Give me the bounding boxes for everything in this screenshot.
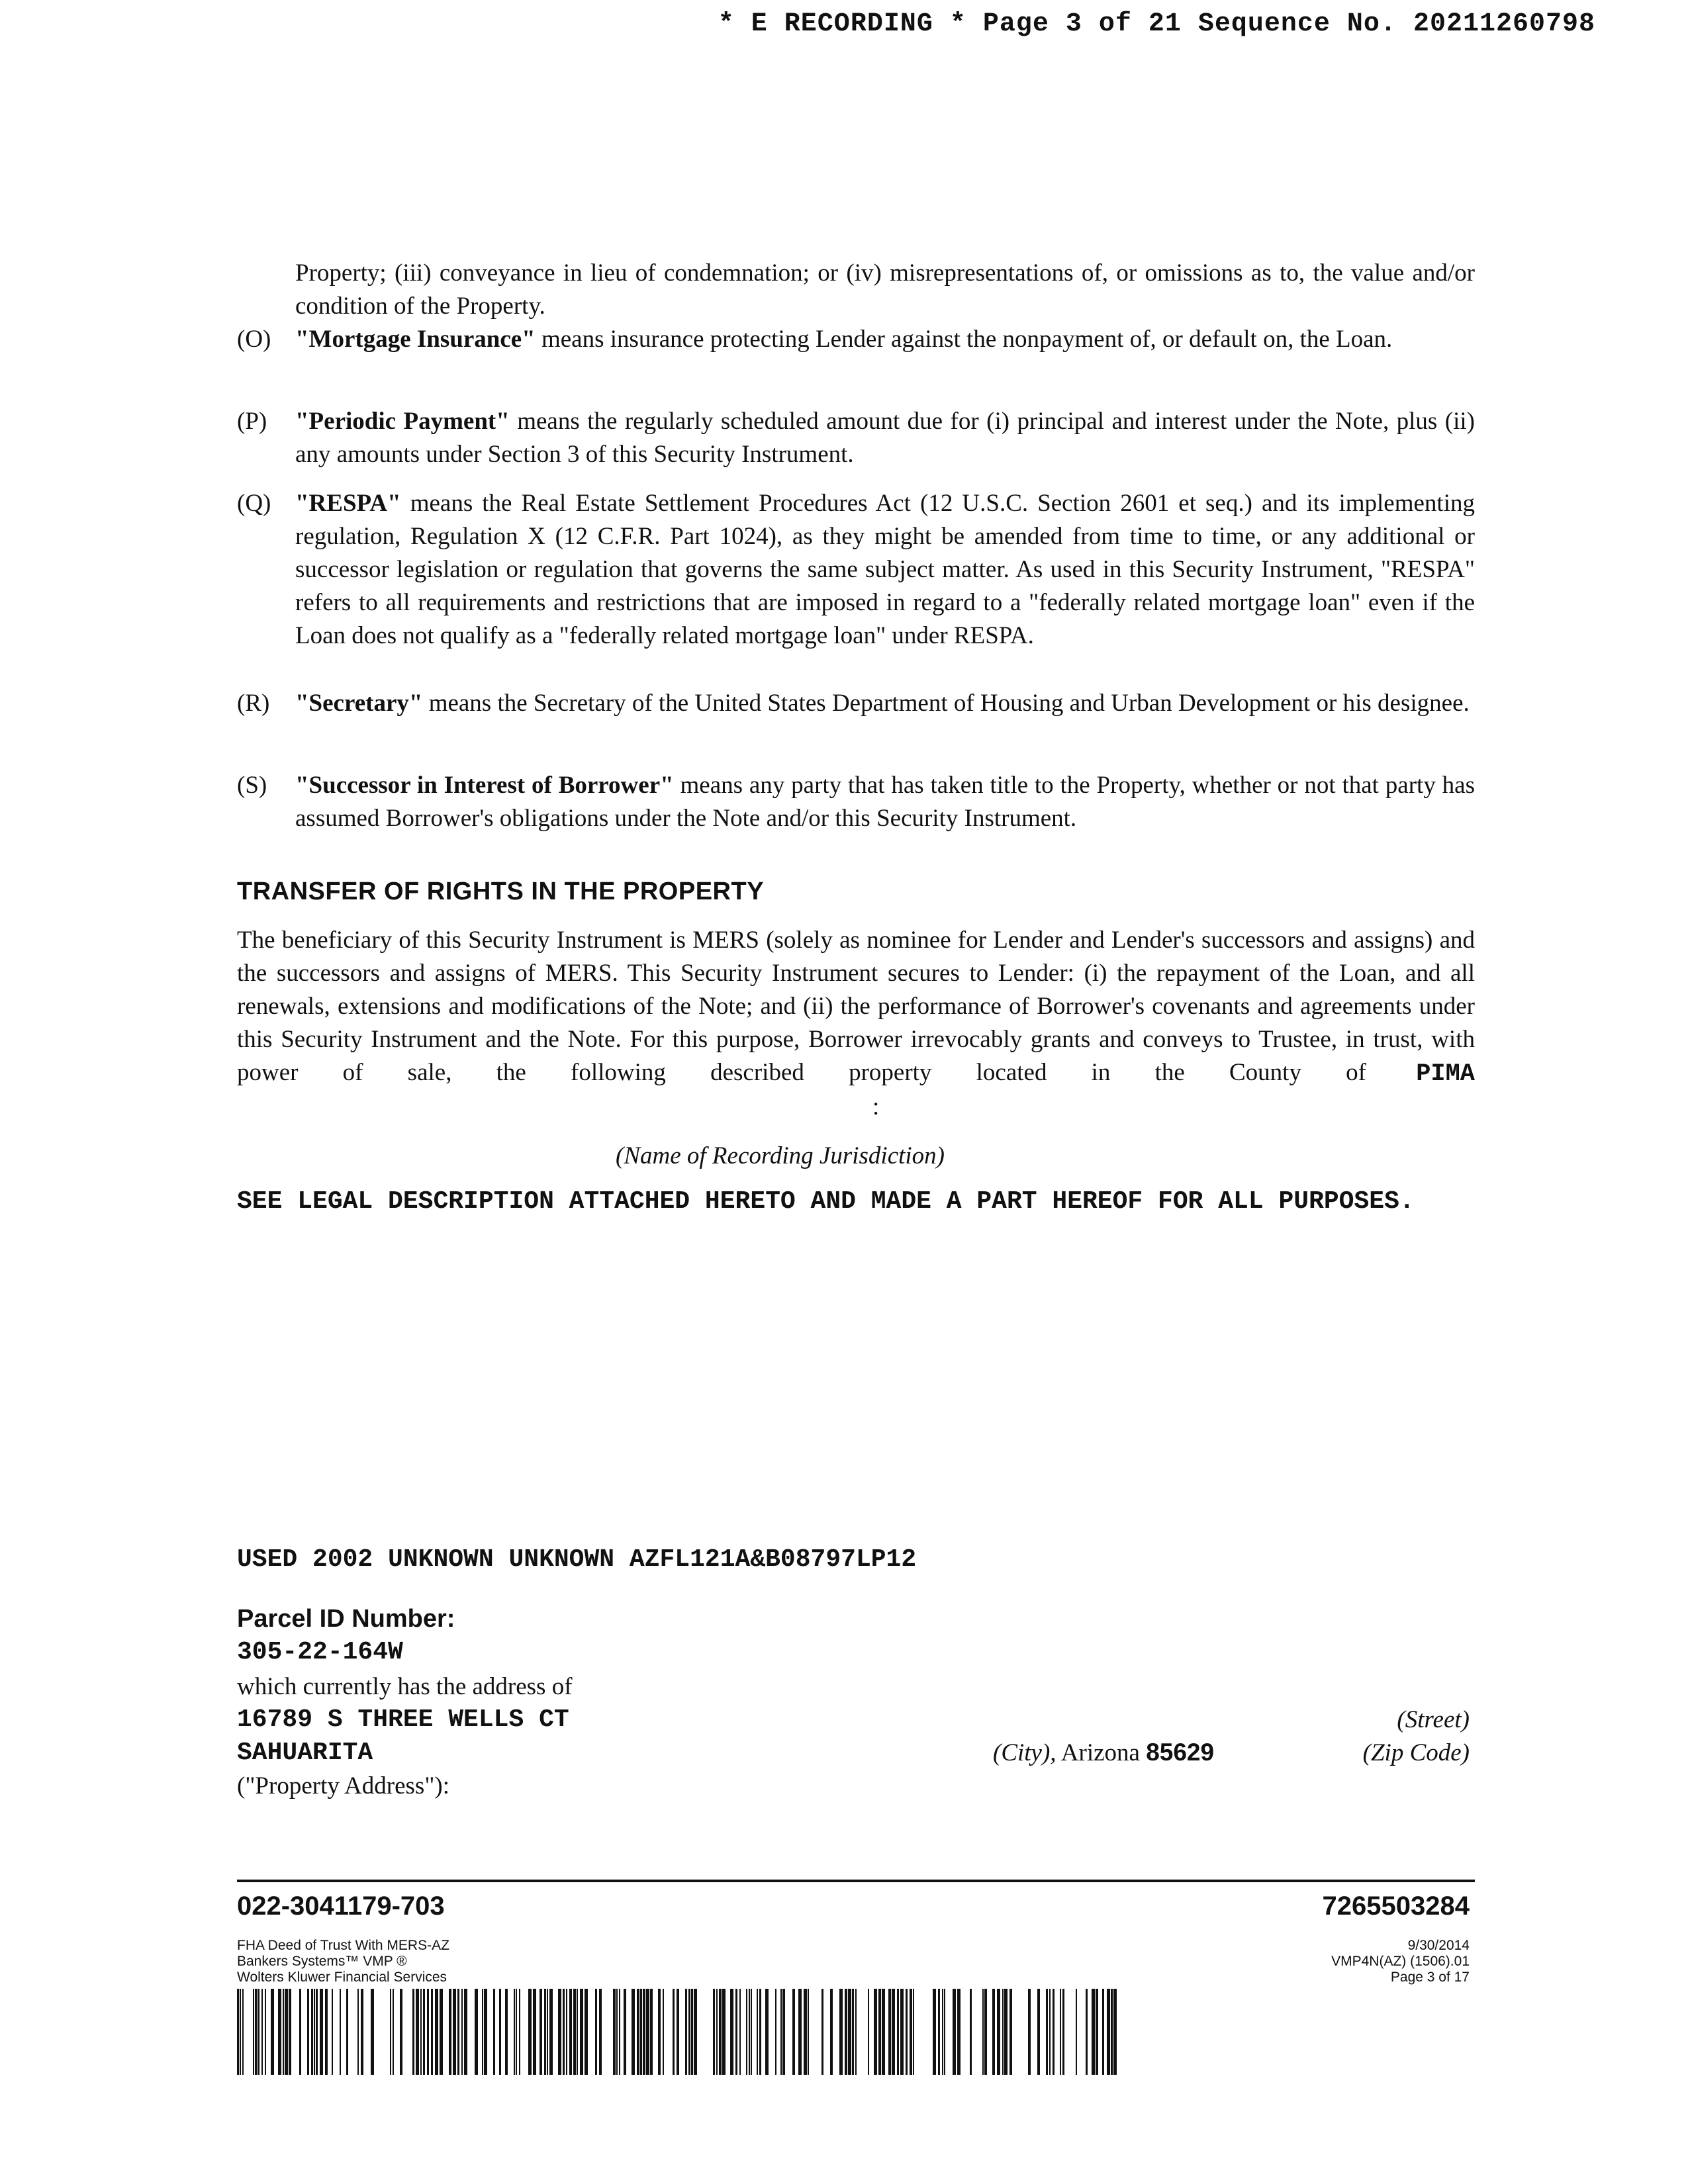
barcode-bar — [677, 1989, 679, 2075]
barcode-bar — [892, 1989, 895, 2075]
barcode-bar — [361, 1989, 363, 2075]
barcode-bar — [400, 1989, 402, 2075]
barcode-bar — [1002, 1989, 1004, 2075]
barcode-bar — [539, 1989, 542, 2075]
barcode-bar — [757, 1989, 758, 2075]
barcode-bar — [265, 1989, 266, 2075]
definition-term: "Secretary" — [295, 690, 423, 717]
barcode-bar — [992, 1989, 995, 2075]
barcode-bar — [632, 1989, 635, 2075]
barcode-bar — [289, 1989, 291, 2075]
barcode-bar — [431, 1989, 433, 2075]
barcode-bar — [970, 1989, 972, 2075]
county-end-mark: : — [872, 1093, 880, 1120]
barcode-bar — [533, 1989, 536, 2075]
barcode-bar — [316, 1989, 318, 2075]
barcode-bar — [255, 1989, 258, 2075]
barcode-bar — [566, 1989, 567, 2075]
barcode-bar — [713, 1989, 715, 2075]
barcode-bar — [547, 1989, 548, 2075]
barcode — [237, 1989, 1124, 2075]
form-page: Page 3 of 17 — [1390, 1970, 1470, 1985]
barcode-bar — [440, 1989, 443, 2075]
barcode-bar — [1009, 1989, 1012, 2075]
barcode-bar — [519, 1989, 520, 2075]
barcode-bar — [888, 1989, 891, 2075]
barcode-bar — [314, 1989, 315, 2075]
barcode-bar — [307, 1989, 309, 2075]
barcode-bar — [258, 1989, 259, 2075]
definition-s — [237, 769, 1475, 835]
definition-text: means the Real Estate Settlement Procedures Act (12 U.S.C. Section 2601 et seq.) and its implementing regulation, Regulation X (12 C.F.R. Part 1024), as they might be amended from time to time, or any additional or successor legislation or regulation that governs the same subject matter. As used in this Security Instrument, "RESPA" refers to all requirements and restrictions that are imposed in regard to a "federally related mortgage loan" even if the Loan does not qualify as a "federally related mortgage loan" under RESPA. — [295, 490, 1475, 649]
barcode-bar — [685, 1989, 687, 2075]
footer-rule — [237, 1880, 1475, 1882]
barcode-bar — [719, 1989, 722, 2075]
barcode-bar — [457, 1989, 459, 2075]
parcel-id-label: Parcel ID Number: — [237, 1605, 455, 1633]
barcode-bar — [1028, 1989, 1031, 2075]
definition-q — [237, 487, 1475, 653]
barcode-bar — [549, 1989, 553, 2075]
barcode-bar — [544, 1989, 546, 2075]
barcode-bar — [461, 1989, 463, 2075]
property-address-label: ("Property Address"): — [237, 1772, 450, 1799]
barcode-bar — [716, 1989, 718, 2075]
barcode-bar — [332, 1989, 333, 2075]
barcode-bar — [475, 1989, 478, 2075]
barcode-bar — [933, 1989, 936, 2075]
barcode-bar — [393, 1989, 394, 2075]
barcode-bar — [984, 1989, 987, 2075]
barcode-bar — [453, 1989, 456, 2075]
barcode-bar — [852, 1989, 854, 2075]
barcode-bar — [663, 1989, 664, 2075]
barcode-bar — [982, 1989, 984, 2075]
transfer-text: The beneficiary of this Security Instrument is MERS (solely as nominee for Lender and Lender's successors and assigns) and the successors and assigns of MERS. This Security Instrument secures to Lender: (i) the repayment of the Loan, and all renewals, extensions and modifications of the Note; and (ii) the performance of Borrower's covenants and agreements under this Security Instrument and the Note. For this purpose, Borrower irrevocably grants and conveys to Trustee, in trust, with power of sale, the following described property located in the County of — [237, 927, 1475, 1086]
barcode-bar — [563, 1989, 565, 2075]
barcode-bar — [278, 1989, 281, 2075]
definition-text: means the Secretary of the United States Department of Housing and Urban Development or his designee. — [422, 690, 1470, 717]
barcode-bar — [340, 1989, 341, 2075]
definition-letter: (S) — [237, 772, 267, 799]
barcode-bar — [910, 1989, 912, 2075]
barcode-bar — [821, 1989, 823, 2075]
barcode-bar — [573, 1989, 576, 2075]
zip-code: 85629 — [1146, 1739, 1215, 1766]
barcode-bar — [357, 1989, 359, 2075]
barcode-bar — [646, 1989, 649, 2075]
city-label: (City), — [993, 1739, 1056, 1766]
barcode-bar — [285, 1989, 288, 2075]
definition-term: "Periodic Payment" — [295, 408, 510, 435]
barcode-bar — [320, 1989, 323, 2075]
barcode-bar — [311, 1989, 313, 2075]
city-state-zip — [993, 1739, 1214, 1767]
barcode-bar — [765, 1989, 769, 2075]
barcode-bar — [499, 1989, 501, 2075]
form-date: 9/30/2014 — [1407, 1938, 1470, 1953]
section-heading: TRANSFER OF RIGHTS IN THE PROPERTY — [237, 878, 765, 905]
form-name: FHA Deed of Trust With MERS-AZ — [237, 1938, 449, 1953]
barcode-bar — [283, 1989, 284, 2075]
form-info-right — [1331, 1938, 1470, 1985]
barcode-bar — [1113, 1989, 1117, 2075]
barcode-bar — [390, 1989, 391, 2075]
barcode-bar — [874, 1989, 877, 2075]
barcode-bar — [449, 1989, 451, 2075]
barcode-bar — [616, 1989, 618, 2075]
barcode-bar — [240, 1989, 241, 2075]
barcode-bar — [739, 1989, 741, 2075]
barcode-bar — [878, 1989, 881, 2075]
barcode-bar — [1086, 1989, 1088, 2075]
barcode-bar — [798, 1989, 802, 2075]
barcode-bar — [1060, 1989, 1061, 2075]
barcode-bar — [804, 1989, 807, 2075]
barcode-bar — [528, 1989, 532, 2075]
barcode-bar — [730, 1989, 733, 2075]
barcode-bar — [780, 1989, 782, 2075]
barcode-bar — [839, 1989, 843, 2075]
barcode-bar — [1092, 1989, 1095, 2075]
barcode-bar — [416, 1989, 419, 2075]
barcode-bar — [242, 1989, 244, 2075]
legal-description: SEE LEGAL DESCRIPTION ATTACHED HERETO AND MADE A PART HEREOF FOR ALL PURPOSES. — [237, 1187, 1415, 1216]
definition-term: "RESPA" — [295, 490, 401, 517]
barcode-bar — [558, 1989, 561, 2075]
barcode-bar — [484, 1989, 487, 2075]
barcode-bar — [325, 1989, 328, 2075]
transfer-paragraph — [237, 924, 1475, 1124]
definition-text: means any party that has taken title to the Property, whether or not that party has assumed Borrower's obligations under the Note and/or this Security Instrument. — [295, 772, 1475, 832]
barcode-bar — [913, 1989, 914, 2075]
barcode-bar — [855, 1989, 857, 2075]
barcode-bar — [694, 1989, 697, 2075]
definition-o — [237, 323, 1475, 356]
barcode-bar — [957, 1989, 961, 2075]
barcode-bar — [650, 1989, 653, 2075]
city-name: SAHUARITA — [237, 1739, 373, 1767]
barcode-bar — [237, 1989, 239, 2075]
county-name: PIMA — [1416, 1060, 1476, 1088]
barcode-bar — [691, 1989, 693, 2075]
definition-letter: (P) — [237, 408, 267, 435]
barcode-bar — [619, 1989, 620, 2075]
barcode-bar — [845, 1989, 847, 2075]
barcode-bar — [938, 1989, 940, 2075]
definition-r — [237, 687, 1475, 720]
barcode-bar — [271, 1989, 274, 2075]
barcode-bar — [253, 1989, 254, 2075]
form-code: VMP4N(AZ) (1506).01 — [1331, 1954, 1470, 1969]
barcode-bar — [637, 1989, 639, 2075]
barcode-bar — [1046, 1989, 1048, 2075]
barcode-bar — [735, 1989, 737, 2075]
barcode-bar — [848, 1989, 851, 2075]
barcode-bar — [808, 1989, 809, 2075]
barcode-bar — [1037, 1989, 1040, 2075]
barcode-bar — [868, 1989, 869, 2075]
zip-label: (Zip Code) — [1362, 1739, 1470, 1766]
barcode-bar — [1096, 1989, 1098, 2075]
barcode-bar — [688, 1989, 690, 2075]
barcode-bar — [792, 1989, 795, 2075]
definition-term: "Mortgage Insurance" — [295, 326, 536, 353]
barcode-bar — [505, 1989, 508, 2075]
barcode-bar — [261, 1989, 263, 2075]
barcode-bar — [1102, 1989, 1104, 2075]
barcode-bar — [435, 1989, 438, 2075]
barcode-bar — [746, 1989, 747, 2075]
barcode-bar — [749, 1989, 750, 2075]
barcode-bar — [897, 1989, 899, 2075]
barcode-bar — [577, 1989, 578, 2075]
barcode-bar — [420, 1989, 422, 2075]
barcode-bar — [412, 1989, 414, 2075]
jurisdiction-caption: (Name of Recording Jurisdiction) — [616, 1142, 945, 1169]
barcode-bar — [900, 1989, 904, 2075]
barcode-bar — [882, 1989, 885, 2075]
barcode-bar — [640, 1989, 642, 2075]
barcode-bar — [595, 1989, 597, 2075]
barcode-bar — [423, 1989, 425, 2075]
top-continuation: Property; (iii) conveyance in lieu of condemnation; or (iv) misrepresentations of, or omissions as to, the value and/or condition of the Property. — [295, 259, 1475, 320]
barcode-bar — [906, 1989, 908, 2075]
barcode-bar — [624, 1989, 626, 2075]
barcode-bar — [1111, 1989, 1113, 2075]
loan-number: 022-3041179-703 — [237, 1891, 445, 1921]
barcode-bar — [1053, 1989, 1055, 2075]
used-line: USED 2002 UNKNOWN UNKNOWN AZFL121A&B08797LP12 — [237, 1545, 917, 1574]
definition-letter: (R) — [237, 690, 270, 717]
document-number: 7265503284 — [1322, 1891, 1470, 1921]
barcode-bar — [599, 1989, 602, 2075]
state-name: Arizona — [1060, 1739, 1140, 1766]
street-label: (Street) — [1397, 1706, 1470, 1733]
barcode-bar — [997, 1989, 1000, 2075]
recording-stamp: * E RECORDING * Page 3 of 21 Sequence No. 20211260798 — [718, 9, 1595, 39]
barcode-bar — [751, 1989, 752, 2075]
barcode-bar — [580, 1989, 583, 2075]
barcode-bar — [658, 1989, 661, 2075]
barcode-bar — [643, 1989, 645, 2075]
barcode-bar — [427, 1989, 429, 2075]
parcel-id-number: 305-22-164W — [237, 1638, 403, 1666]
address-intro: which currently has the address of — [237, 1673, 573, 1700]
barcode-bar — [613, 1989, 616, 2075]
barcode-bar — [514, 1989, 515, 2075]
barcode-bar — [953, 1989, 956, 2075]
barcode-bar — [371, 1989, 374, 2075]
definition-letter: (Q) — [237, 490, 271, 517]
definition-p — [237, 405, 1475, 471]
barcode-bar — [585, 1989, 588, 2075]
definition-text: means the regularly scheduled amount due for (i) principal and interest under the Note, plus (ii) any amounts under Section 3 of this Security Instrument. — [295, 408, 1475, 468]
barcode-bar — [775, 1989, 776, 2075]
company-name: Wolters Kluwer Financial Services — [237, 1970, 447, 1985]
barcode-bar — [782, 1989, 785, 2075]
barcode-bar — [1049, 1989, 1051, 2075]
barcode-bar — [1004, 1989, 1008, 2075]
barcode-bar — [1076, 1989, 1077, 2075]
barcode-bar — [673, 1989, 675, 2075]
vendor-line: Bankers Systems™ VMP ® — [237, 1954, 407, 1969]
definition-letter: (O) — [237, 326, 271, 353]
barcode-bar — [722, 1989, 726, 2075]
definition-text: means insurance protecting Lender against the nonpayment of, or default on, the Loan. — [535, 326, 1393, 353]
barcode-bar — [830, 1989, 833, 2075]
barcode-bar — [1062, 1989, 1064, 2075]
barcode-bar — [569, 1989, 572, 2075]
barcode-bar — [493, 1989, 495, 2075]
barcode-bar — [942, 1989, 943, 2075]
barcode-bar — [759, 1989, 761, 2075]
definition-term: "Successor in Interest of Borrower" — [295, 772, 674, 799]
barcode-bar — [464, 1989, 467, 2075]
barcode-bar — [346, 1989, 348, 2075]
barcode-bar — [1107, 1989, 1110, 2075]
barcode-bar — [944, 1989, 945, 2075]
barcode-bar — [516, 1989, 517, 2075]
street-address: 16789 S THREE WELLS CT — [237, 1706, 569, 1734]
barcode-bar — [482, 1989, 483, 2075]
barcode-bar — [299, 1989, 301, 2075]
form-info — [237, 1938, 449, 1985]
